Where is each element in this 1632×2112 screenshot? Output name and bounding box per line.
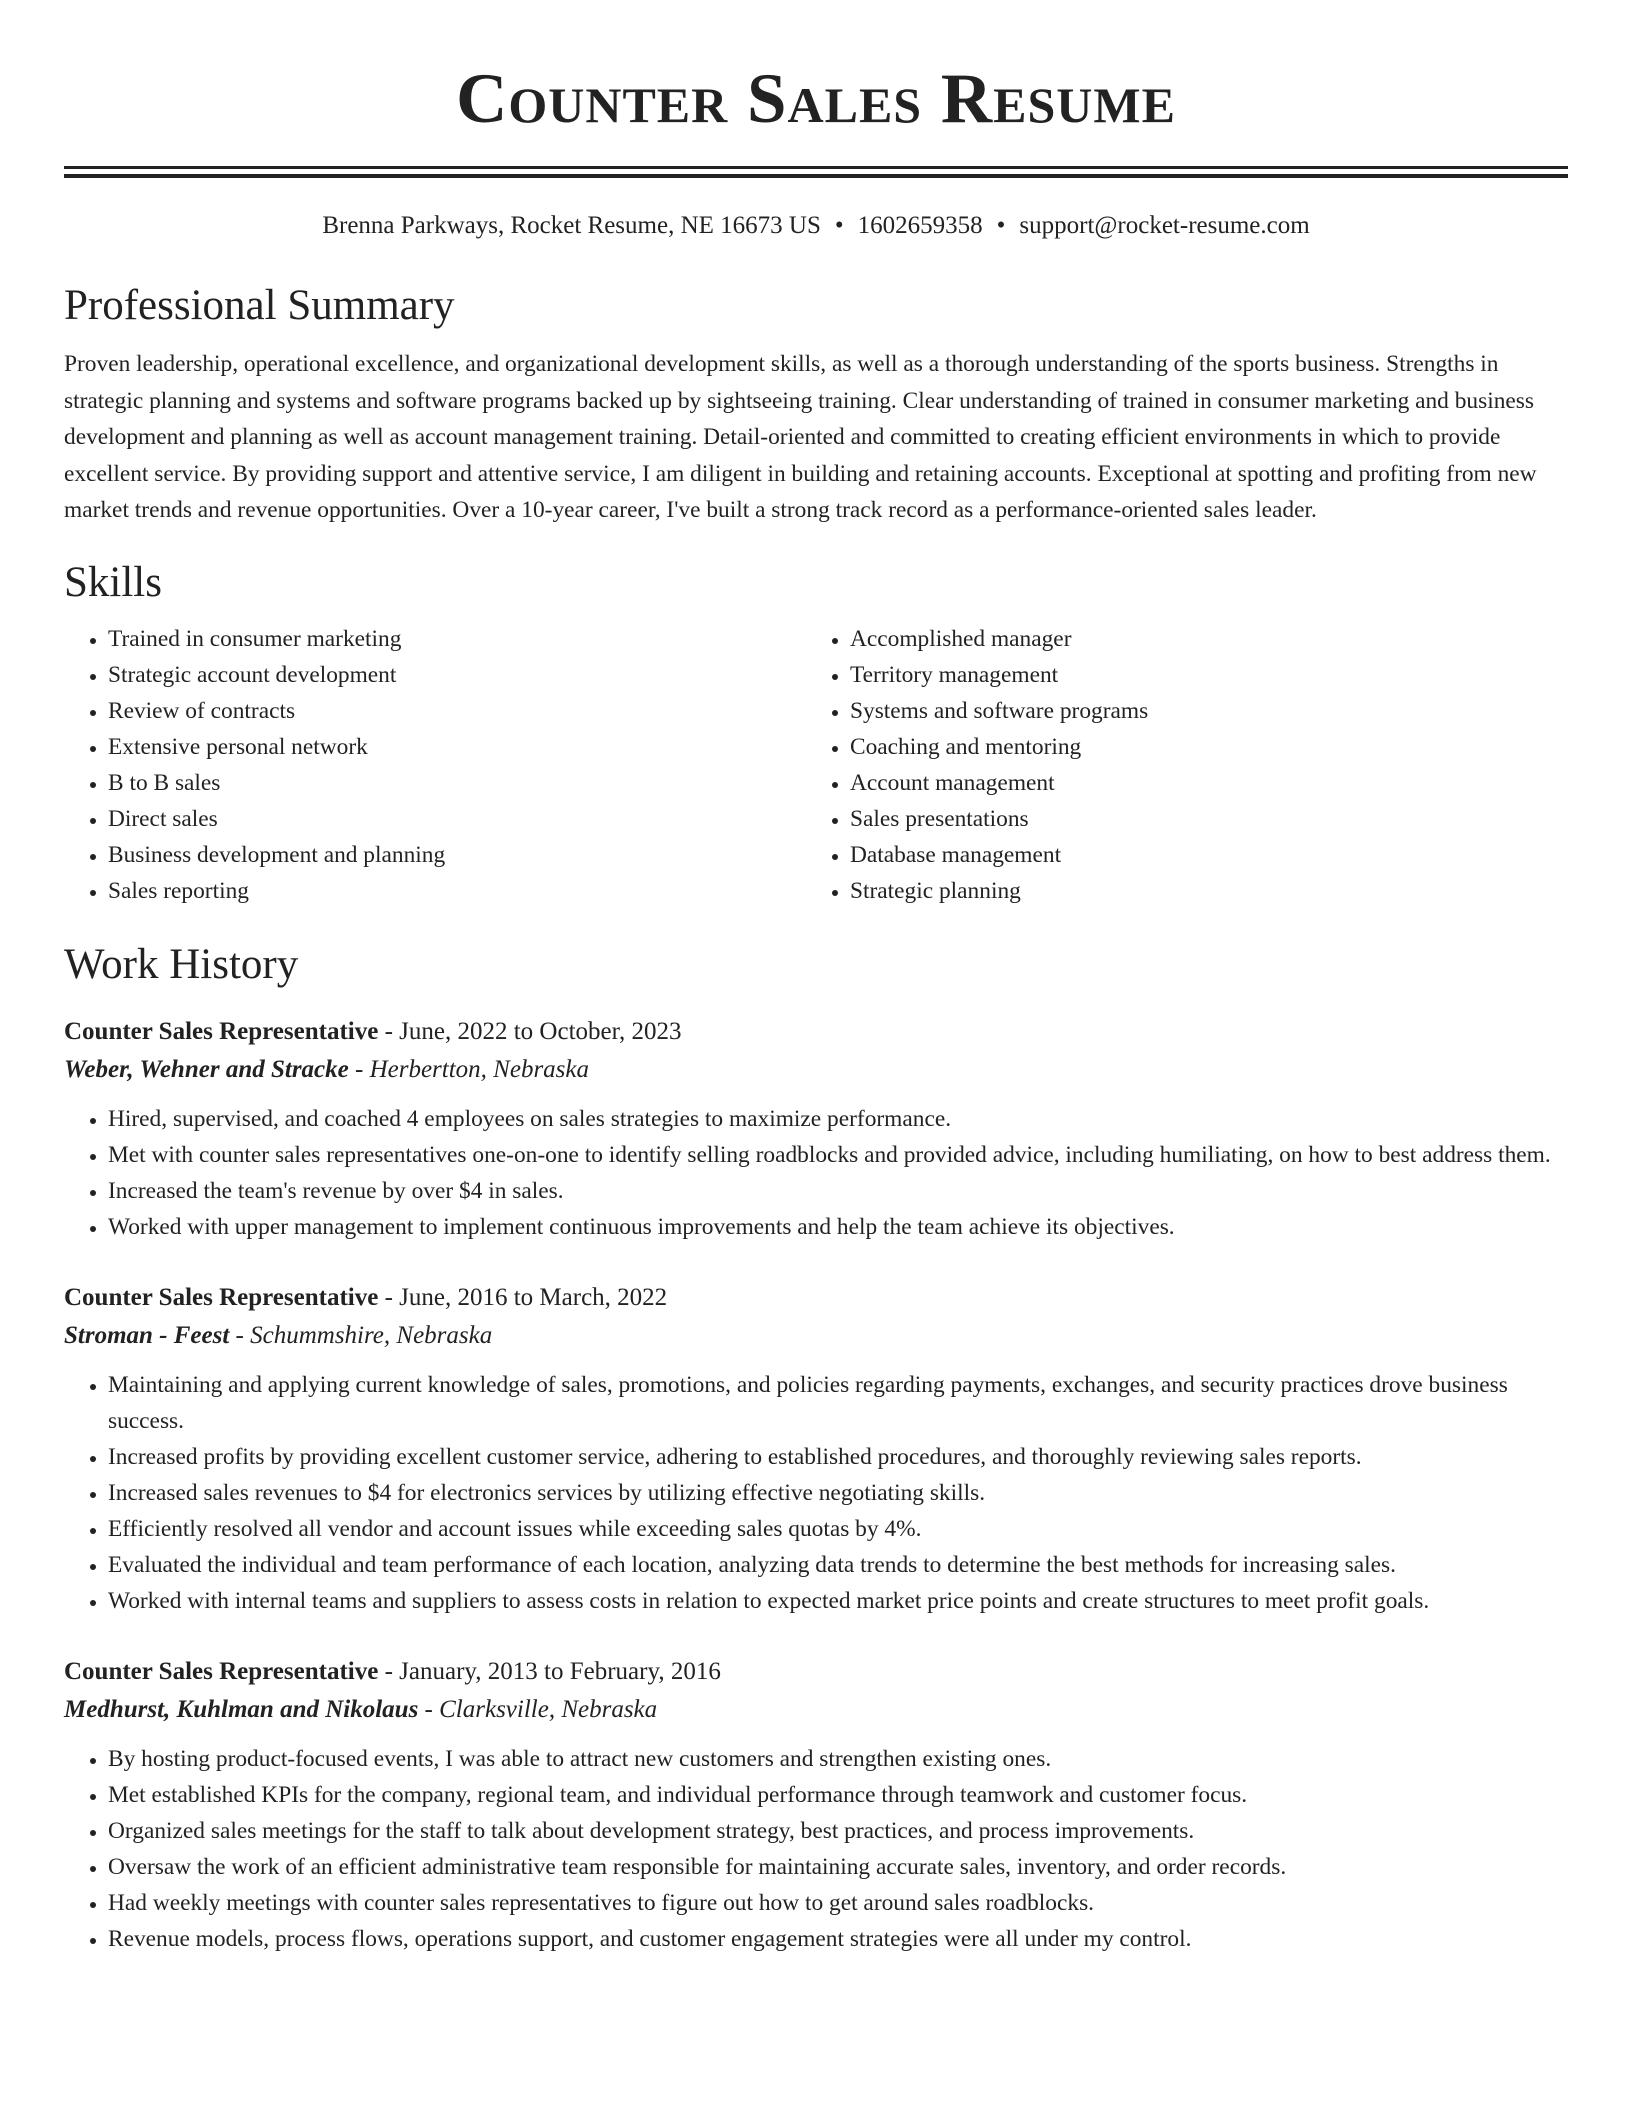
- job-dash: -: [229, 1321, 251, 1349]
- skill-item: • Territory management: [850, 657, 1548, 693]
- contact-separator: •: [834, 212, 844, 239]
- skill-item: • Extensive personal network: [108, 729, 806, 765]
- job-role: Counter Sales Representative: [64, 1283, 379, 1311]
- job-location: Schummshire, Nebraska: [250, 1321, 493, 1349]
- skill-item: • Sales presentations: [850, 801, 1548, 837]
- job-entry: [64, 1279, 1568, 1619]
- job-bullet: • Increased profits by providing excellent customer service, adhering to established procedures, and thoroughly reviewing sales reports.: [108, 1439, 1568, 1475]
- job-bullet: • Maintaining and applying current knowledge of sales, promotions, and policies regarding payments, exchanges, and security practices drove business success.: [108, 1367, 1568, 1439]
- job-dash: -: [378, 1283, 400, 1311]
- job-dates: June, 2016 to March, 2022: [399, 1283, 668, 1311]
- skills-columns: [64, 621, 1568, 909]
- job-bullet: • Worked with internal teams and suppliers to assess costs in relation to expected market price points and create structures to meet profit goals.: [108, 1583, 1568, 1619]
- job-dates: June, 2022 to October, 2023: [399, 1017, 682, 1045]
- skill-item: • Strategic account development: [108, 657, 806, 693]
- job-company: Stroman - Feest: [64, 1321, 230, 1349]
- skill-item: • Database management: [850, 837, 1548, 873]
- job-entry: [64, 1653, 1568, 1957]
- job-location: Clarksville, Nebraska: [439, 1695, 658, 1723]
- job-bullet: • Efficiently resolved all vendor and account issues while exceeding sales quotas by 4%.: [108, 1511, 1568, 1547]
- contact-separator: •: [996, 212, 1006, 239]
- job-company: Weber, Wehner and Stracke: [64, 1055, 349, 1083]
- work-history-heading: Work History: [64, 940, 299, 988]
- job-company: Medhurst, Kuhlman and Nikolaus: [64, 1695, 419, 1723]
- job-bullet: • Revenue models, process flows, operations support, and customer engagement strategies were all under my control.: [108, 1921, 1568, 1957]
- job-bullet: • By hosting product-focused events, I was able to attract new customers and strengthen existing ones.: [108, 1741, 1568, 1777]
- skill-item: • Sales reporting: [108, 873, 806, 909]
- title-double-rule: [64, 166, 1568, 178]
- skill-item: • Direct sales: [108, 801, 806, 837]
- contact-line: [64, 210, 1568, 242]
- job-bullets: [64, 1741, 1568, 1957]
- job-bullet: • Evaluated the individual and team performance of each location, analyzing data trends to determine the best methods for increasing sales.: [108, 1547, 1568, 1583]
- job-bullet: • Worked with upper management to implement continuous improvements and help the team achieve its objectives.: [108, 1209, 1568, 1245]
- job-location: Herbertton, Nebraska: [369, 1055, 589, 1083]
- skill-item: • Business development and planning: [108, 837, 806, 873]
- job-employer-line: [64, 1691, 1568, 1729]
- job-header: [64, 1653, 1568, 1691]
- skill-item: • Coaching and mentoring: [850, 729, 1548, 765]
- job-bullet: • Met established KPIs for the company, regional team, and individual performance through teamwork and customer focus.: [108, 1777, 1568, 1813]
- skill-item: • Strategic planning: [850, 873, 1548, 909]
- job-bullet: • Organized sales meetings for the staff to talk about development strategy, best practices, and process improvements.: [108, 1813, 1568, 1849]
- job-role: Counter Sales Representative: [64, 1657, 379, 1685]
- resume-title: Counter Sales Resume: [456, 60, 1176, 138]
- contact-phone: 1602659358: [857, 212, 983, 239]
- contact-email: support@rocket-resume.com: [1019, 212, 1310, 239]
- summary-heading: Professional Summary: [64, 282, 455, 329]
- job-employer-line: [64, 1317, 1568, 1355]
- job-bullet: • Increased sales revenues to $4 for electronics services by utilizing effective negotiating skills.: [108, 1475, 1568, 1511]
- job-bullet: • Had weekly meetings with counter sales representatives to figure out how to get around sales roadblocks.: [108, 1885, 1568, 1921]
- job-dates: January, 2013 to February, 2016: [399, 1657, 721, 1685]
- skills-list-right: [806, 621, 1548, 909]
- job-dash: -: [378, 1017, 400, 1045]
- skills-list-left: [64, 621, 806, 909]
- contact-address: Brenna Parkways, Rocket Resume, NE 16673 US: [322, 212, 821, 239]
- job-bullets: [64, 1101, 1568, 1245]
- job-employer-line: [64, 1051, 1568, 1089]
- skill-item: • Trained in consumer marketing: [108, 621, 806, 657]
- job-bullet: • Increased the team's revenue by over $4 in sales.: [108, 1173, 1568, 1209]
- skill-item: • Review of contracts: [108, 693, 806, 729]
- job-bullet: • Hired, supervised, and coached 4 employees on sales strategies to maximize performance.: [108, 1101, 1568, 1137]
- skill-item: • Accomplished manager: [850, 621, 1548, 657]
- job-dash: -: [418, 1695, 440, 1723]
- job-dash: -: [348, 1055, 370, 1083]
- job-header: [64, 1013, 1568, 1051]
- skill-item: • B to B sales: [108, 765, 806, 801]
- job-bullet: • Met with counter sales representatives one-on-one to identify selling roadblocks and provided advice, including humiliating, on how to best address them.: [108, 1137, 1568, 1173]
- job-bullets: [64, 1367, 1568, 1619]
- skill-item: • Account management: [850, 765, 1548, 801]
- job-dash: -: [378, 1657, 400, 1685]
- job-role: Counter Sales Representative: [64, 1017, 379, 1045]
- work-history-list: [64, 1013, 1568, 1957]
- skills-heading: Skills: [64, 558, 162, 606]
- job-bullet: • Oversaw the work of an efficient administrative team responsible for maintaining accurate sales, inventory, and order records.: [108, 1849, 1568, 1885]
- job-entry: [64, 1013, 1568, 1245]
- job-header: [64, 1279, 1568, 1317]
- summary-text: Proven leadership, operational excellence, and organizational development skills, as well as a thorough understanding of the sports business. Strengths in strategic planning and systems and software programs backed up by sightseeing training. Clear understanding of trained in consumer marketing and business development and planning as well as account management training. Detail-oriented and committed to creating efficient environments in which to provide excellent service. By providing support and attentive service, I am diligent in building and retaining accounts. Exceptional at spotting and profiting from new market trends and revenue opportunities. Over a 10-year career, I've built a strong track record as a performance-oriented sales leader.: [64, 351, 1537, 523]
- skill-item: • Systems and software programs: [850, 693, 1548, 729]
